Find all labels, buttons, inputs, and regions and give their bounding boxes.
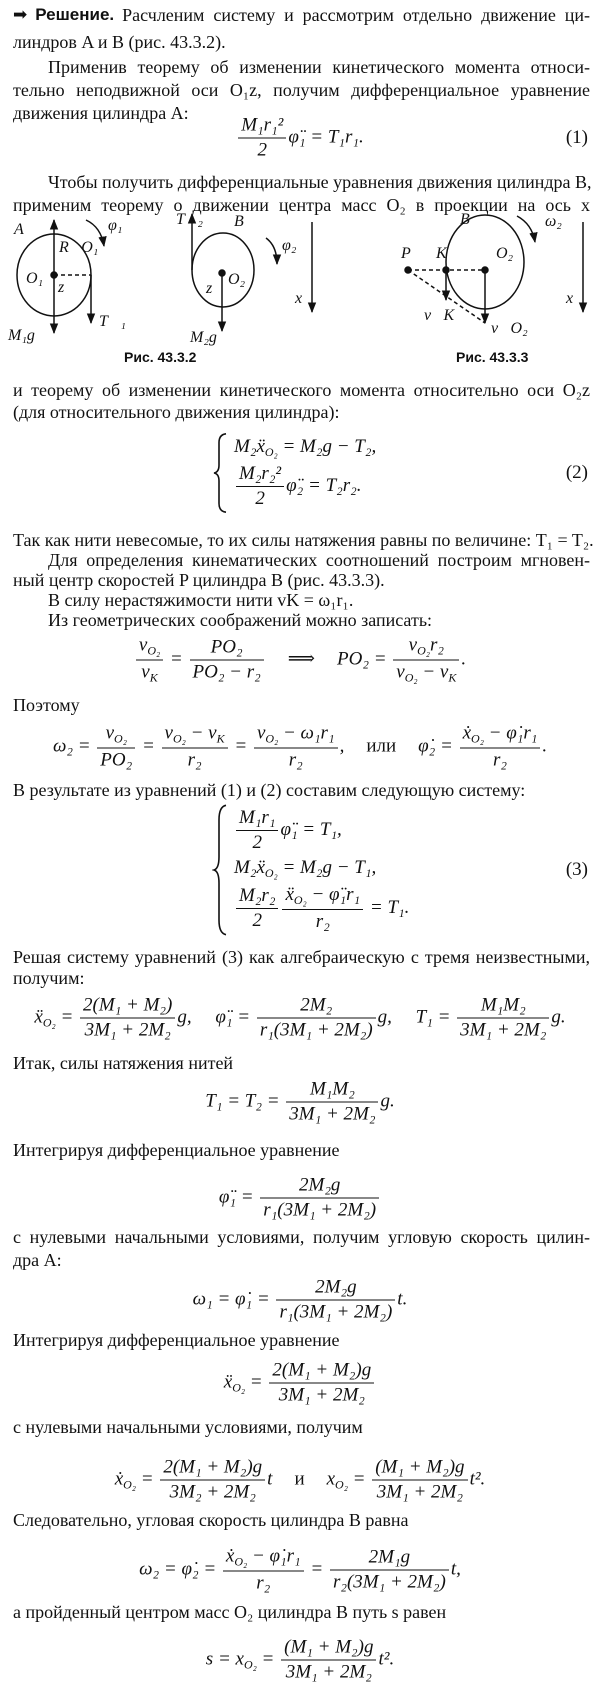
math-text: PO₂ xyxy=(210,636,243,658)
math-text: = xyxy=(137,735,160,757)
math-text: M₂ xyxy=(234,857,257,878)
math-text: g. xyxy=(380,1090,395,1112)
math-text: PO₂ − r₂ xyxy=(192,661,261,683)
label-phi2: φ₂ xyxy=(282,237,297,254)
math-subscript: O₂ xyxy=(264,445,278,459)
numerator xyxy=(236,885,278,909)
text-line: Итак, силы натяжения нитей xyxy=(13,1053,234,1073)
math-text: T₁ = T₂ = xyxy=(205,1090,285,1112)
math-base: ẋ xyxy=(225,1545,235,1567)
math-text: r₂ xyxy=(187,749,202,771)
math-text: r₁(3M₁ + 2M₂) xyxy=(259,1019,373,1041)
denominator xyxy=(282,910,363,933)
math-text: − φ̈₁r₁ xyxy=(306,884,361,905)
math-subscripted xyxy=(106,723,127,744)
numerator xyxy=(393,635,459,661)
label-vo2: v⃗O₂ xyxy=(491,320,528,337)
fraction xyxy=(281,1637,376,1684)
equation xyxy=(0,1079,600,1126)
equation-system xyxy=(212,433,376,513)
fraction xyxy=(223,1546,304,1595)
text-line: линдров A и B (рис. 43.3.2). xyxy=(13,32,226,52)
math-text: = xyxy=(305,1558,328,1580)
math-text: 3M₁ + 2M₂ xyxy=(285,1661,372,1683)
numerator xyxy=(236,807,278,831)
denominator xyxy=(393,661,459,686)
fraction xyxy=(393,635,459,686)
math-text: = T₁. xyxy=(365,896,410,918)
equation-number: (1) xyxy=(565,127,588,148)
math-subscripted xyxy=(463,723,484,744)
label-m1g: M₁g⃗ xyxy=(8,327,48,344)
math-subscripted xyxy=(208,723,224,744)
equation xyxy=(0,1546,600,1595)
fraction xyxy=(236,463,284,510)
math-subscripted xyxy=(226,1546,247,1567)
math-base: v xyxy=(408,634,418,656)
math-subscript: O₂ xyxy=(404,670,418,685)
math-base: ẍ xyxy=(256,857,265,878)
math-text: = xyxy=(165,648,188,670)
numerator xyxy=(330,1547,449,1571)
denominator xyxy=(457,1019,549,1042)
label-p: P xyxy=(401,245,411,262)
denominator xyxy=(190,661,264,684)
math-subscript: K xyxy=(448,670,457,685)
fraction xyxy=(276,1277,395,1324)
math-text: r₂ xyxy=(315,911,330,932)
text-line: (для относительного движения цилиндра): xyxy=(13,402,340,422)
math-text: = M₂g − T₂, xyxy=(277,436,377,457)
math-base: v xyxy=(256,722,266,744)
numerator xyxy=(257,995,376,1019)
numerator xyxy=(457,995,549,1019)
math-word: и xyxy=(294,1468,305,1490)
numerator xyxy=(190,637,264,661)
math-text: 2(M₁ + M₂) xyxy=(83,994,173,1016)
label-b: B xyxy=(234,213,244,230)
denominator xyxy=(136,661,163,686)
text-line: В результате из уравнений (1) и (2) составим следующую систему: xyxy=(13,780,526,800)
math-subscript: O₂ xyxy=(172,731,186,746)
math-subscript: O₂ xyxy=(123,1477,136,1492)
math-text: t, xyxy=(450,1558,461,1580)
math-text: ω₂ = φ̇₂ = xyxy=(139,1558,221,1580)
math-base: v xyxy=(138,634,148,656)
text-line: получим: xyxy=(13,968,85,988)
math-base: v xyxy=(141,661,150,683)
math-subscripted xyxy=(440,662,456,683)
label-phi1: φ₁ xyxy=(108,217,123,234)
math-subscripted xyxy=(409,635,430,656)
text-line: а пройденный центром масс O₂ цилиндра B путь s равен xyxy=(13,1602,447,1622)
text-line: В силу нерастяжимости нити vK = ω₁r₁. xyxy=(48,590,354,610)
equation xyxy=(0,635,600,686)
label-t1: T⃗₁ xyxy=(99,313,126,330)
math-subscripted xyxy=(396,662,417,683)
math-text: = xyxy=(347,1468,371,1490)
equation xyxy=(0,995,600,1042)
fraction xyxy=(236,885,278,932)
equation-number: (3) xyxy=(565,859,588,880)
math-text: g, T₁ = xyxy=(377,1006,456,1028)
math-text: = xyxy=(55,1006,79,1028)
denominator xyxy=(286,1103,378,1126)
numerator xyxy=(80,995,175,1019)
left-brace-icon xyxy=(212,433,228,513)
math-text: M₂r₂ xyxy=(239,885,276,906)
math-text: 2M₂g xyxy=(299,1174,341,1196)
math-text: 2 xyxy=(252,910,262,931)
math-text: = xyxy=(245,1371,268,1393)
math-text: g. xyxy=(551,1006,566,1028)
math-base: x xyxy=(326,1468,336,1490)
math-text: M₁r₁ xyxy=(239,807,276,828)
solution-heading: Решение. xyxy=(35,5,115,24)
text-line: Так как нити невесомые, то их силы натяжения равны по величине: T₁ = T₂. xyxy=(13,530,594,550)
math-subscript: O₂ xyxy=(265,731,279,746)
text-line: с нулевыми начальными условиями, получим xyxy=(13,1417,363,1437)
math-text: t². xyxy=(378,1648,395,1670)
math-text: φ̈₁ = xyxy=(218,1186,259,1208)
math-text: r₂ xyxy=(429,634,444,656)
math-subscript: O₂ xyxy=(243,1657,257,1672)
denominator xyxy=(330,1571,449,1594)
math-subscript: K xyxy=(216,731,225,746)
text-line: Решая систему уравнений (3) как алгебраическую с тремя неизвестными, xyxy=(13,947,590,967)
numerator xyxy=(162,723,228,749)
fraction xyxy=(257,995,376,1042)
text-span: Расчленим систему и рассмотрим отдельно движение ци- xyxy=(122,5,590,25)
text-line: с нулевыми начальными условиями, получим угловую скорость цилин- xyxy=(13,1227,590,1247)
math-base: ẍ xyxy=(223,1371,233,1393)
label-o1: O₁ xyxy=(26,270,44,287)
math-text: 2 xyxy=(252,832,262,853)
fraction xyxy=(460,723,541,772)
math-text: ω₂ = xyxy=(52,735,96,757)
equation xyxy=(0,1175,600,1222)
math-base: v xyxy=(396,661,405,683)
fraction xyxy=(97,723,135,772)
fraction xyxy=(236,807,278,854)
numerator xyxy=(223,1546,304,1572)
math-text: M₁M₂ xyxy=(309,1078,355,1100)
equation-row xyxy=(234,807,409,854)
left-brace-icon xyxy=(212,804,228,936)
text-line: тельно неподвижной оси O₁z, получим дифференциальное уравнение xyxy=(13,80,590,100)
math-text: = xyxy=(229,735,252,757)
math-text: r₂ xyxy=(288,749,303,771)
denominator xyxy=(281,1661,376,1684)
math-word: или xyxy=(366,735,397,757)
numerator xyxy=(260,1175,379,1199)
text-line: дра A: xyxy=(13,1250,62,1270)
math-text: r₂ xyxy=(256,1572,271,1594)
numerator xyxy=(269,1360,374,1384)
text-line: Применив теорему об изменении кинетического момента относи- xyxy=(48,57,590,77)
text-line: Интегрируя дифференциальное уравнение xyxy=(13,1140,340,1160)
math-text: . xyxy=(542,735,548,757)
math-subscripted xyxy=(256,857,277,878)
label-z: z xyxy=(206,280,213,297)
math-text: s = xyxy=(205,1648,236,1670)
denominator xyxy=(160,1481,265,1504)
text-line: Интегрируя дифференциальное уравнение xyxy=(13,1330,340,1350)
math-text: (M₁ + M₂)g xyxy=(375,1456,465,1478)
math-text: 2(M₁ + M₂)g xyxy=(163,1456,263,1478)
text-line: Следовательно, угловая скорость цилиндра B равна xyxy=(13,1510,409,1530)
math-text: 2(M₁ + M₂)g xyxy=(272,1359,372,1381)
text-line: движения цилиндра A: xyxy=(13,103,189,123)
math-text: 3M₁ + 2M₂ xyxy=(376,1481,463,1503)
fraction xyxy=(162,723,228,772)
math-text: r₁(3M₁ + 2M₂) xyxy=(279,1301,393,1323)
equation xyxy=(0,1360,600,1407)
figures xyxy=(0,0,600,350)
denominator xyxy=(276,1301,395,1324)
rotation-arrow-icon xyxy=(517,216,535,242)
label-vk: v⃗K xyxy=(424,307,455,324)
math-text: g, φ̈₁ = xyxy=(177,1006,255,1028)
denominator xyxy=(162,749,228,772)
math-text: PO₂ xyxy=(100,749,133,771)
label-m2g: M₂g⃗ xyxy=(190,329,230,346)
math-text: 2 xyxy=(257,139,268,161)
denominator xyxy=(223,1572,304,1595)
math-subscripted xyxy=(256,436,277,457)
math-text: − ω₁r₁ xyxy=(278,722,335,744)
numerator xyxy=(160,1457,265,1481)
math-text: ω₁ = φ̇₁ = xyxy=(192,1288,275,1310)
math-base: v xyxy=(105,722,115,744)
math-subscript: O₂ xyxy=(293,893,307,907)
math-subscript: O₂ xyxy=(234,1554,248,1569)
math-subscript: O₂ xyxy=(335,1477,348,1492)
fraction xyxy=(80,995,175,1042)
fraction xyxy=(330,1547,449,1594)
label-t2: T⃗₂ xyxy=(176,211,203,228)
label-o2: O₂ xyxy=(228,271,246,288)
math-subscripted xyxy=(114,1468,136,1492)
math-text: t. xyxy=(397,1288,408,1310)
math-subscript: K xyxy=(149,670,158,685)
text-line: Чтобы получить дифференциальные уравнения движения цилиндра B, xyxy=(48,172,592,192)
equation xyxy=(0,1457,600,1504)
math-text: φ̈₂ = T₂r₂. xyxy=(286,474,362,496)
math-base: v xyxy=(439,661,449,683)
math-base: v xyxy=(208,722,217,744)
math-text: φ̇₂ = xyxy=(418,735,458,757)
numerator xyxy=(276,1277,395,1301)
math-text: 3M₁ + 2M₂ xyxy=(84,1019,171,1041)
numerator xyxy=(282,884,363,910)
math-text: 3M₁ + 2M₂ xyxy=(289,1103,376,1125)
math-subscripted xyxy=(326,1468,348,1492)
math-subscript: O₂ xyxy=(264,866,278,880)
label-x: x xyxy=(295,290,303,307)
math-text: t xyxy=(267,1468,273,1490)
math-text: 2M₂ xyxy=(300,994,333,1016)
numerator xyxy=(236,463,284,487)
numerator xyxy=(372,1457,467,1481)
math-text: 2 xyxy=(255,488,265,509)
math-text: 3M₂ + 2M₂ xyxy=(169,1481,256,1503)
math-subscript: O₂ xyxy=(471,731,484,746)
math-text: r₁(3M₁ + 2M₂) xyxy=(263,1199,377,1221)
math-text: 2M₁g xyxy=(368,1546,411,1568)
math-subscripted xyxy=(34,1006,56,1030)
math-text: t². xyxy=(469,1468,486,1490)
math-text: − φ̇₁r₁ xyxy=(483,722,538,744)
numerator xyxy=(281,1637,376,1661)
equation xyxy=(0,1277,600,1324)
text-line: ный центр скоростей P цилиндра B (рис. 43.3.3). xyxy=(13,570,385,590)
fraction xyxy=(190,637,264,684)
fraction xyxy=(160,1457,265,1504)
denominator xyxy=(236,831,278,854)
math-subscripted xyxy=(257,723,278,744)
numerator xyxy=(286,1079,378,1103)
math-subscript: O₂ xyxy=(42,1015,56,1030)
equation-number: (2) xyxy=(565,462,588,483)
label-z: z xyxy=(58,279,65,296)
math-text: 3M₁ + 2M₂ xyxy=(278,1384,365,1406)
math-subscripted xyxy=(285,884,306,905)
figure-labels xyxy=(7,211,573,346)
denominator xyxy=(254,749,338,772)
figure-caption: Рис. 43.3.2 xyxy=(124,349,197,365)
math-text: 3M₁ + 2M₂ xyxy=(460,1019,547,1041)
label-o2: O₂ xyxy=(496,245,514,262)
math-subscripted xyxy=(165,723,186,744)
figure-43-3-2-cylinder-b xyxy=(192,214,312,331)
math-subscript: O₂ xyxy=(114,731,127,746)
math-word: ⟹ xyxy=(287,648,316,670)
equation-row xyxy=(234,857,409,881)
math-text: (M₁ + M₂)g xyxy=(284,1636,374,1658)
math-text: . xyxy=(461,648,467,670)
denominator xyxy=(372,1481,467,1504)
equation xyxy=(0,723,600,772)
denominator xyxy=(260,1199,379,1222)
equation-system xyxy=(212,804,409,936)
equation-row xyxy=(234,884,409,933)
math-subscripted xyxy=(235,1648,257,1672)
math-base: ẋ xyxy=(114,1468,124,1490)
text-line: Из геометрических соображений можно записать: xyxy=(48,610,433,630)
equation-row xyxy=(234,436,376,460)
fraction xyxy=(286,1079,378,1126)
math-text: φ̈₁ = T₁r₁. xyxy=(288,126,364,148)
arrow-right-icon: ➡ xyxy=(13,5,28,25)
math-text: M₁M₂ xyxy=(480,994,526,1016)
math-text: M₁r₁² xyxy=(241,114,284,136)
fraction xyxy=(457,995,549,1042)
math-subscripted xyxy=(223,1371,246,1395)
label-r-o1: R⃗O₁ xyxy=(59,239,99,256)
text-line: Поэтому xyxy=(13,695,80,715)
label-a: A xyxy=(14,221,24,238)
math-base: v xyxy=(164,722,173,744)
math-subscripted xyxy=(139,635,160,656)
math-base: ẍ xyxy=(256,436,265,457)
math-base: ẍ xyxy=(285,884,294,905)
math-text: − xyxy=(417,661,440,683)
figure-caption: Рис. 43.3.3 xyxy=(456,349,529,365)
fraction xyxy=(269,1360,374,1407)
numerator xyxy=(460,723,541,749)
denominator xyxy=(460,749,541,772)
math-text: r₂ xyxy=(492,749,507,771)
math-text: − xyxy=(185,722,209,744)
math-base: x xyxy=(235,1648,244,1670)
fraction xyxy=(136,635,163,686)
rotation-arrow-icon xyxy=(266,238,277,264)
text-line: применим теорему о движении центра масс O₂ в проекции на ось x xyxy=(13,195,590,215)
denominator xyxy=(257,1019,376,1042)
math-text: , xyxy=(339,735,345,757)
math-subscripted xyxy=(141,662,157,683)
numerator xyxy=(136,635,163,661)
math-subscript: O₂ xyxy=(147,643,161,658)
math-text: − φ̇₁r₁ xyxy=(247,1545,301,1567)
fraction xyxy=(260,1175,379,1222)
math-subscript: O₂ xyxy=(417,643,430,658)
denominator xyxy=(97,749,135,772)
numerator xyxy=(254,723,338,749)
math-text: = xyxy=(256,1648,280,1670)
text-line: и теорему об изменении кинетического момента относительно оси O₂z xyxy=(13,380,590,400)
denominator xyxy=(269,1384,374,1407)
math-base: ẋ xyxy=(462,722,472,744)
denominator xyxy=(236,487,284,510)
math-text: = xyxy=(135,1468,159,1490)
text-line: Для определения кинематических соотношений построим мгновен- xyxy=(48,550,590,570)
math-text: 2M₂g xyxy=(315,1276,357,1298)
math-text: PO₂ = xyxy=(337,648,392,670)
math-text: r₂(3M₁ + 2M₂) xyxy=(332,1571,446,1593)
fraction xyxy=(282,884,363,933)
equation-row xyxy=(234,463,376,510)
fraction xyxy=(372,1457,467,1504)
math-text: φ̈₁ = T₁, xyxy=(280,818,342,840)
math-text: M₂r₂² xyxy=(239,463,282,484)
fraction xyxy=(254,723,338,772)
denominator xyxy=(80,1019,175,1042)
math-text: = M₂g − T₁, xyxy=(277,857,377,878)
numerator xyxy=(97,723,135,749)
label-x: x xyxy=(566,290,574,307)
math-base: ẍ xyxy=(34,1006,43,1028)
equation xyxy=(0,1637,600,1684)
label-omega2: ω₂ xyxy=(545,213,562,230)
denominator xyxy=(236,909,278,932)
math-text: M₂ xyxy=(234,436,257,457)
label-b: B xyxy=(460,211,470,228)
label-k: K xyxy=(436,245,447,262)
math-subscript: O₂ xyxy=(232,1380,246,1395)
